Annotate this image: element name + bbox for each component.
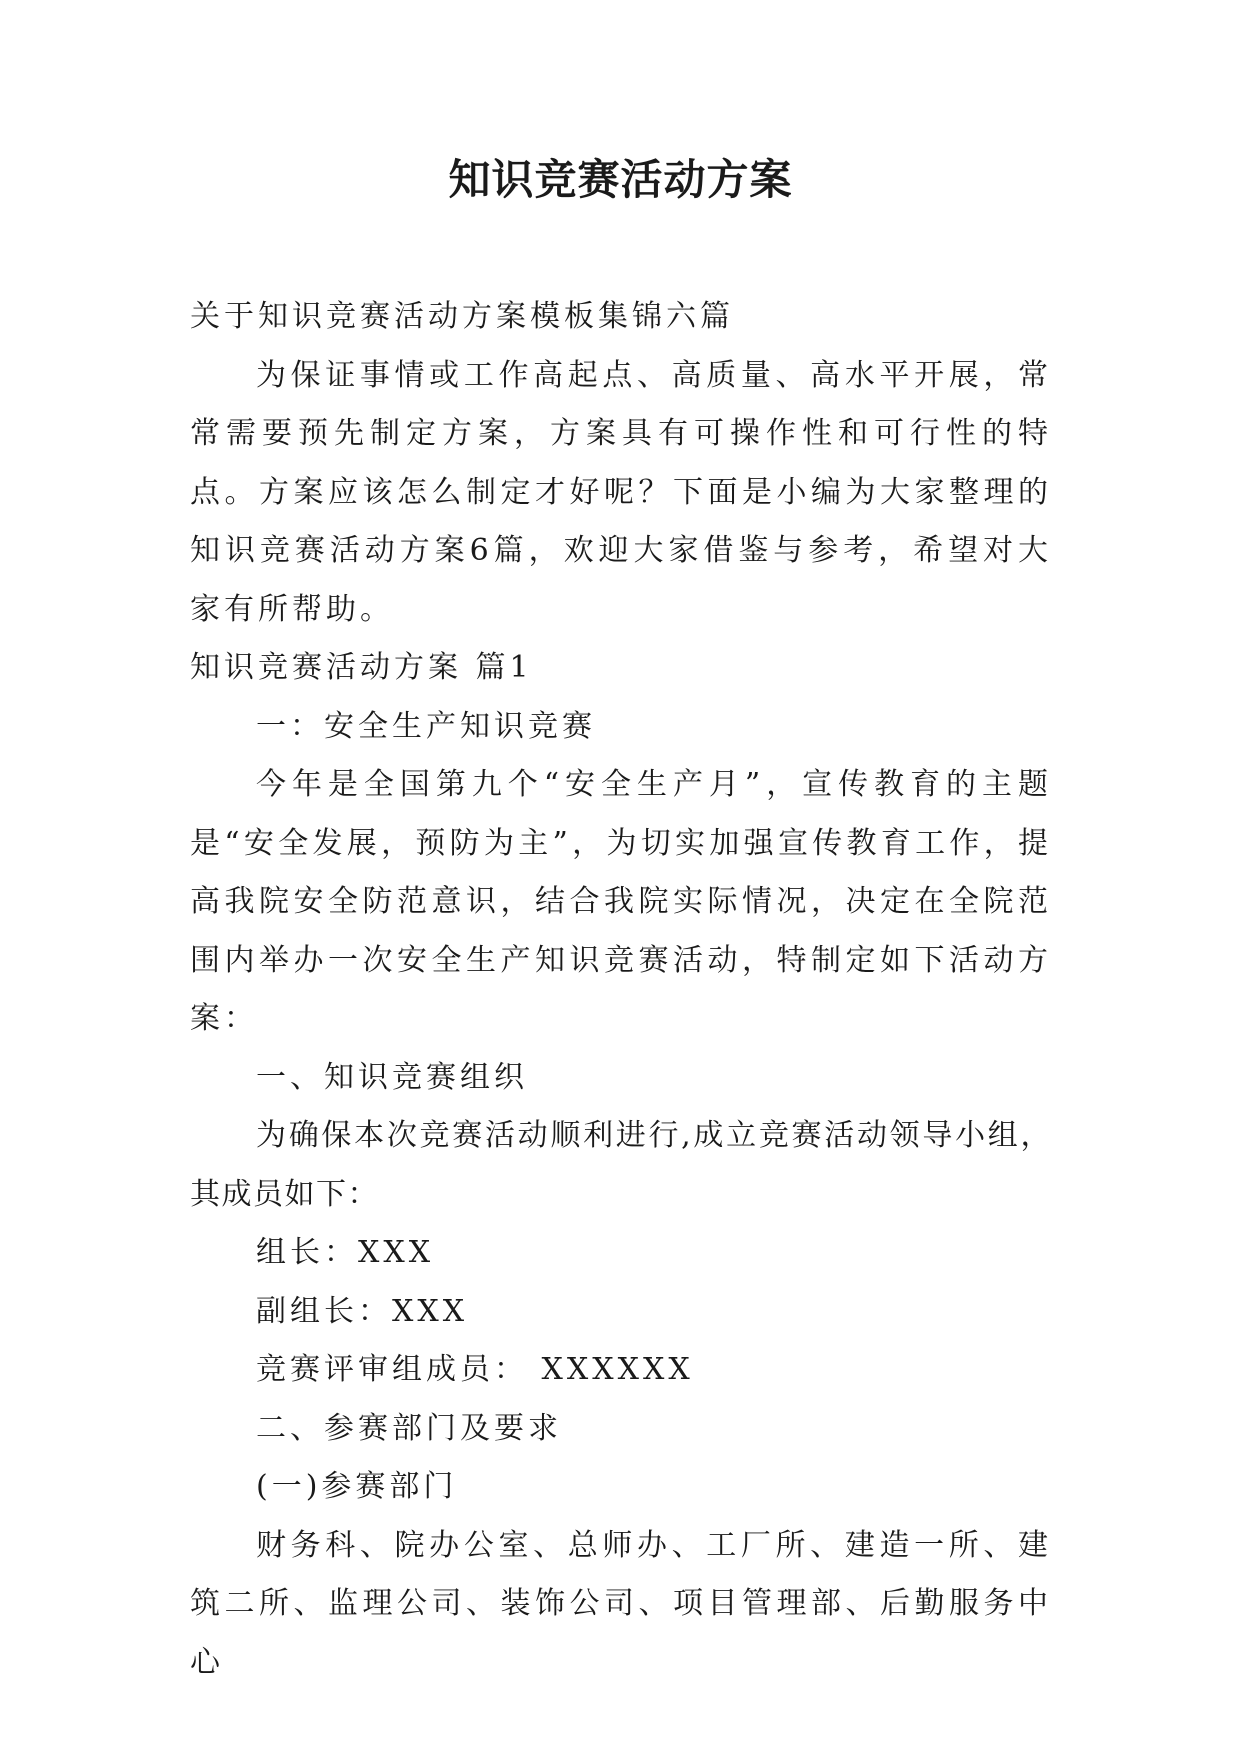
document-title: 知识竞赛活动方案 xyxy=(448,155,793,204)
paragraph-departments-subheading: (一)参赛部门 xyxy=(256,1469,458,1504)
paragraph-review-members: 竞赛评审组成员： XXXXXX xyxy=(256,1352,694,1387)
paragraph-intro-heading: 关于知识竞赛活动方案模板集锦六篇 xyxy=(190,299,734,334)
paragraph-departments-heading: 二、参赛部门及要求 xyxy=(256,1410,562,1446)
paragraph-leader: 组长：XXX xyxy=(256,1235,435,1270)
paragraph-intro: 为保证事情或工作高起点、高质量、高水平开展，常常需要预先制定方案，方案具有可操作性和可行性的特点。方案应该怎么制定才好呢？下面是小编为大家整理的知识竞赛活动方案6篇，欢迎大家借鉴与参考，希望对大家有所帮助。 xyxy=(190,357,1052,627)
document-body xyxy=(190,288,1052,1692)
paragraph-departments-list: 财务科、院办公室、总师办、工厂所、建造一所、建筑二所、监理公司、装饰公司、项目管理部、后勤服务中心 xyxy=(190,1527,1052,1680)
paragraph-organization-heading: 一、知识竞赛组织 xyxy=(256,1059,528,1095)
paragraph-organization: 为确保本次竞赛活动顺利进行,成立竞赛活动领导小组，其成员如下： xyxy=(190,1118,1052,1212)
paragraph-subheading: 一：安全生产知识竞赛 xyxy=(256,708,596,744)
paragraph-section-heading: 知识竞赛活动方案 篇1 xyxy=(190,650,533,685)
paragraph-deputy-leader: 副组长：XXX xyxy=(256,1293,469,1329)
paragraph-background: 今年是全国第九个“安全生产月”，宣传教育的主题是“安全发展，预防为主”，为切实加强宣传教育工作，提高我院安全防范意识，结合我院实际情况，决定在全院范围内举办一次安全生产知识竞赛活动，特制定如下活动方案： xyxy=(190,767,1052,1036)
